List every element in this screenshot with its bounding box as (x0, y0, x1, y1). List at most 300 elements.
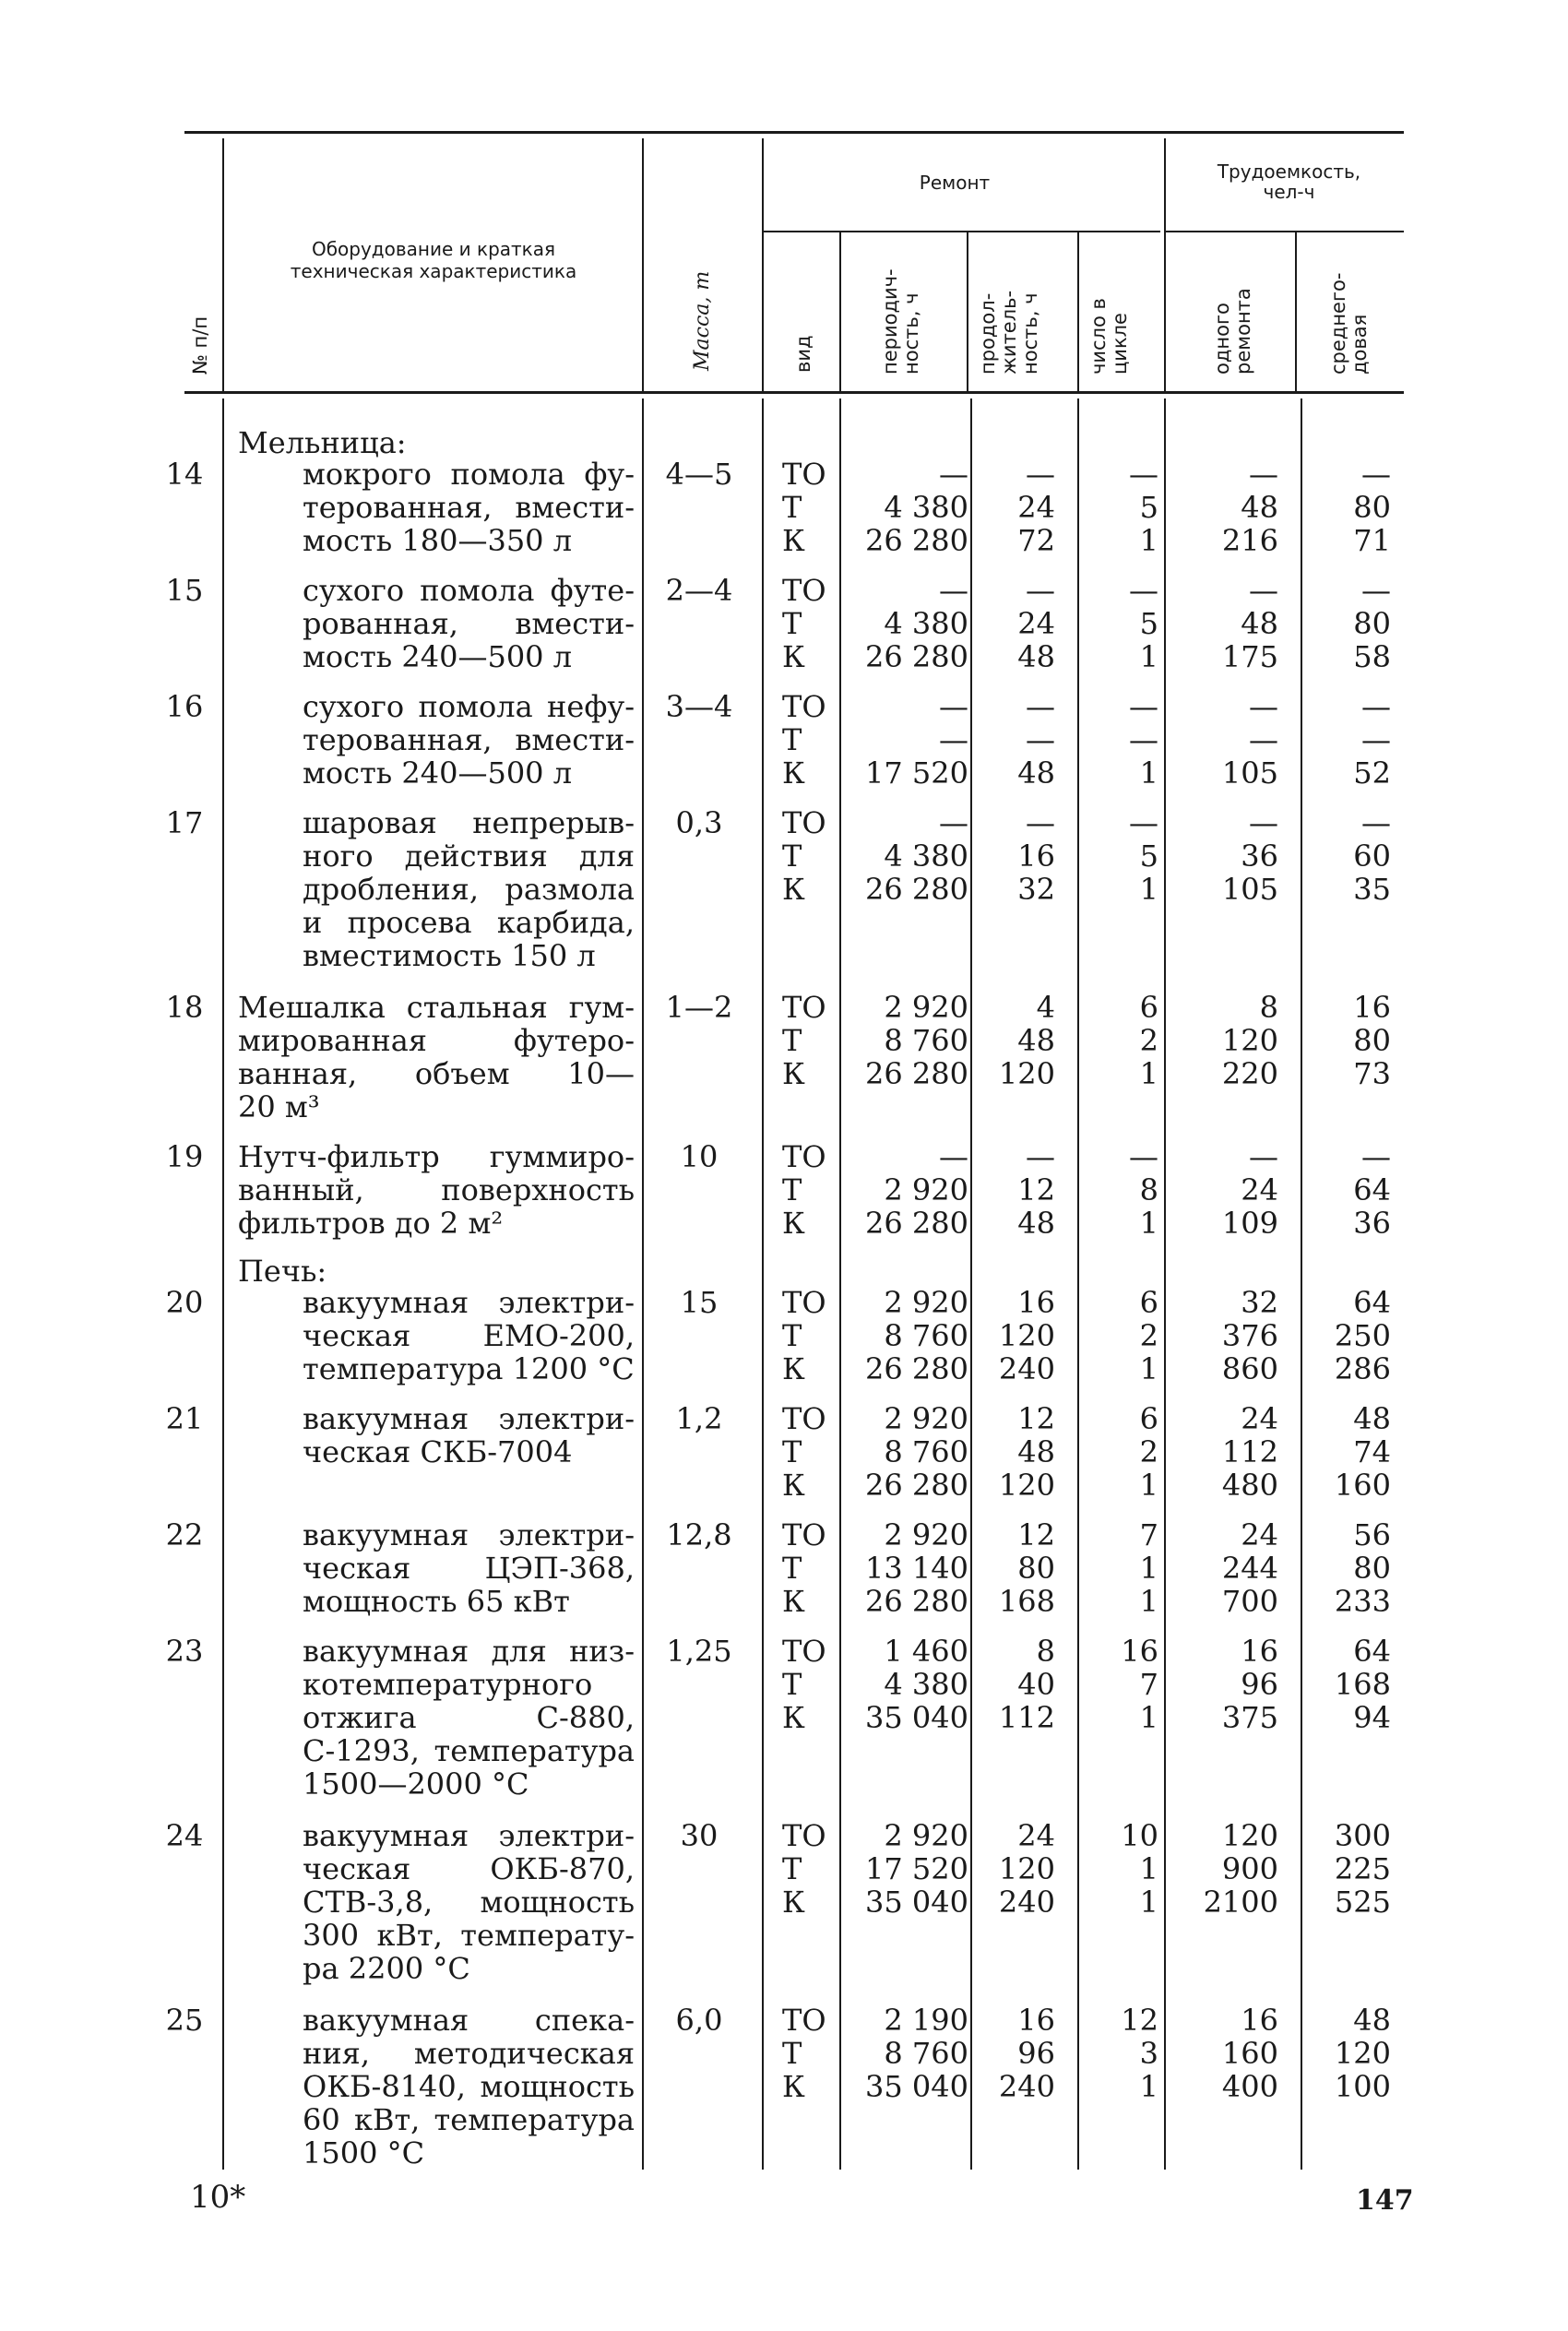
equipment-description-line: рованная, вмести- (303, 606, 635, 641)
header-kind: вид (792, 335, 814, 373)
labor-one-repair (1182, 1140, 1278, 1240)
labor-one-repair-line: 8 (1259, 990, 1278, 1025)
repair-kind-line: К (782, 1468, 805, 1503)
repair-periodicity (841, 1402, 968, 1502)
repair-periodicity-line: 35 040 (865, 1885, 968, 1920)
repair-kind-line: Т (782, 1172, 802, 1207)
equipment-description-line: ра 2200 °С (303, 1951, 470, 1986)
repair-periodicity-line: 26 280 (865, 872, 968, 907)
repair-periodicity-line: 26 280 (865, 1468, 968, 1503)
header-duration-line1: продол- (977, 292, 999, 375)
repairs-in-cycle-line: 7 (1139, 1517, 1158, 1552)
header-count-line1: число в (1087, 298, 1110, 375)
equipment-description-line: котемпературного (303, 1667, 593, 1702)
header-repair: Ремонт (919, 172, 991, 194)
repair-periodicity-line: 2 920 (884, 1517, 968, 1552)
equipment-description (303, 2004, 635, 2170)
labor-one-repair-line: 160 (1221, 2036, 1278, 2071)
labor-avg-annual-line: 58 (1353, 639, 1391, 674)
row-number: 14 (165, 457, 204, 492)
header-count (1088, 298, 1131, 375)
repair-duration-line: 240 (998, 1885, 1055, 1920)
body-rule-desc (642, 398, 644, 2170)
labor-one-repair (1182, 690, 1278, 790)
labor-one-repair-line: 109 (1221, 1206, 1278, 1241)
repair-periodicity (841, 574, 968, 673)
repair-duration-line: 16 (1017, 1285, 1055, 1320)
labor-one-repair (1182, 991, 1278, 1090)
labor-one-repair-line: — (1249, 1139, 1278, 1174)
repair-duration (980, 2004, 1055, 2103)
repair-duration-line: 32 (1017, 872, 1055, 907)
repair-periodicity-line: — (939, 689, 968, 724)
labor-one-repair (1182, 1819, 1278, 1919)
repair-duration (980, 1819, 1055, 1919)
repairs-in-cycle-line: 1 (1139, 1468, 1158, 1503)
repair-kind-line: Т (782, 838, 802, 874)
repair-duration-line: 4 (1036, 990, 1055, 1025)
labor-one-repair-line: 120 (1221, 1818, 1278, 1853)
repair-header-rule (764, 231, 1160, 232)
mass-value: 1,25 (666, 1634, 732, 1669)
repairs-in-cycle-line: 8 (1139, 1172, 1158, 1207)
mass-value: 15 (680, 1285, 719, 1320)
equipment-description-line: мокрого помола фу- (303, 457, 635, 492)
equipment-description (303, 1518, 635, 1618)
repair-periodicity-line: 2 920 (884, 1285, 968, 1320)
repair-kind-line: Т (782, 1667, 802, 1702)
equipment-description-line: СТВ-3,8, мощность (303, 1885, 635, 1920)
equipment-description-line: Нутч-фильтр гуммиро- (238, 1139, 635, 1174)
repairs-in-cycle-line: 1 (1139, 639, 1158, 674)
labor-avg-annual-line: 64 (1353, 1285, 1391, 1320)
repair-periodicity-line: 4 380 (884, 838, 968, 874)
repair-kind-line: Т (782, 490, 802, 525)
repairs-in-cycle-line: 5 (1139, 606, 1158, 641)
repairs-in-cycle (1090, 991, 1158, 1090)
labor-avg-annual-line: — (1361, 1139, 1391, 1174)
mass-value: 2—4 (665, 573, 733, 608)
repair-kind-line: ТО (782, 1634, 826, 1669)
repairs-in-cycle-line: 2 (1139, 1434, 1158, 1469)
labor-one-repair-line: 2100 (1203, 1885, 1278, 1920)
header-avg-line1: среднего- (1327, 272, 1349, 375)
repairs-in-cycle-line: — (1129, 1139, 1158, 1174)
equipment-description-line: отжига С-880, (303, 1700, 635, 1735)
repair-periodicity-line: 2 920 (884, 1818, 968, 1853)
labor-avg-annual-line: 64 (1353, 1172, 1391, 1207)
repair-periodicity-line: 8 760 (884, 1318, 968, 1353)
repair-duration (980, 690, 1055, 790)
repairs-in-cycle-line: 7 (1139, 1667, 1158, 1702)
repair-duration (980, 806, 1055, 906)
repair-periodicity-line: 2 190 (884, 2003, 968, 2038)
repair-periodicity (841, 1635, 968, 1734)
repair-kind-line: ТО (782, 1517, 826, 1552)
row-number: 25 (165, 2003, 204, 2038)
repair-duration-line: 48 (1017, 1023, 1055, 1058)
repair-periodicity (841, 1819, 968, 1919)
equipment-description (303, 1635, 635, 1801)
repair-periodicity-line: 17 520 (865, 755, 968, 791)
repair-periodicity-line: 26 280 (865, 1206, 968, 1241)
equipment-description-line: ния, методическая (303, 2036, 635, 2071)
repair-kind-line: К (782, 523, 805, 558)
repair-kind-line: ТО (782, 990, 826, 1025)
equipment-description-line: ОКБ-8140, мощность (303, 2069, 635, 2104)
repair-periodicity-line: 2 920 (884, 1172, 968, 1207)
repair-periodicity (841, 806, 968, 906)
labor-avg-annual-line: 286 (1334, 1351, 1391, 1386)
labor-avg-annual-line: 80 (1353, 1551, 1391, 1586)
repairs-in-cycle-line: 10 (1121, 1818, 1158, 1853)
labor-one-repair (1182, 574, 1278, 673)
equipment-description-line: ческая СКБ-7004 (303, 1434, 573, 1469)
repair-duration (980, 1518, 1055, 1618)
repairs-in-cycle-line: 1 (1139, 1351, 1158, 1386)
labor-avg-annual-line: 120 (1334, 2036, 1391, 2071)
repair-duration-line: 24 (1017, 606, 1055, 641)
equipment-description-line: сухого помола футе- (303, 573, 635, 608)
repairs-in-cycle-line: 1 (1139, 1551, 1158, 1586)
group-label-furnace: Печь: (238, 1254, 327, 1289)
equipment-description (303, 806, 635, 972)
labor-one-repair-line: 105 (1221, 872, 1278, 907)
repairs-in-cycle (1090, 690, 1158, 790)
repairs-in-cycle-line: 1 (1139, 1584, 1158, 1619)
repairs-in-cycle-line: — (1129, 457, 1158, 492)
repair-periodicity-line: 4 380 (884, 490, 968, 525)
repairs-in-cycle-line: 6 (1139, 1285, 1158, 1320)
row-number: 17 (165, 805, 204, 840)
labor-one-repair (1182, 1518, 1278, 1618)
labor-one-repair (1182, 1635, 1278, 1734)
repair-periodicity-line: — (939, 457, 968, 492)
equipment-description (303, 458, 635, 557)
labor-avg-annual-line: 80 (1353, 1023, 1391, 1058)
equipment-description-line: 20 м³ (238, 1089, 320, 1124)
labor-one-repair-line: 220 (1221, 1056, 1278, 1091)
equipment-description-line: мированная футеро- (238, 1023, 635, 1058)
labor-avg-annual-line: 64 (1353, 1634, 1391, 1669)
labor-one-repair-line: 216 (1221, 523, 1278, 558)
repair-duration-line: — (1026, 1139, 1055, 1174)
repair-duration-line: — (1026, 805, 1055, 840)
labor-one-repair-line: — (1249, 457, 1278, 492)
labor-one-repair-line: — (1249, 805, 1278, 840)
repair-duration-line: 80 (1017, 1551, 1055, 1586)
col-rule-desc (642, 138, 644, 391)
repair-kind-line: ТО (782, 1285, 826, 1320)
equipment-description-line: вакуумная электри- (303, 1818, 635, 1853)
repair-periodicity-line: 35 040 (865, 2069, 968, 2104)
equipment-description-line: шаровая непрерыв- (303, 805, 635, 840)
repair-duration-line: — (1026, 722, 1055, 757)
equipment-description-line: ного действия для (303, 838, 635, 874)
equipment-description-line: терованная, вмести- (303, 722, 635, 757)
equipment-description (303, 1286, 635, 1386)
equipment-description-line: вакуумная для низ- (303, 1634, 635, 1669)
repair-kind-line: ТО (782, 1401, 826, 1436)
equipment-description (303, 574, 635, 673)
header-duration (978, 291, 1041, 375)
repair-duration-line: 112 (998, 1700, 1055, 1735)
labor-one-repair-line: 36 (1241, 838, 1278, 874)
repair-kind-line: К (782, 872, 805, 907)
header-bottom-rule (184, 391, 1404, 394)
labor-avg-annual-line: 100 (1334, 2069, 1391, 2104)
repair-periodicity-line: 4 380 (884, 1667, 968, 1702)
mass-value: 4—5 (665, 457, 733, 492)
labor-one-repair-line: 96 (1241, 1667, 1278, 1702)
header-duration-line3: ность, ч (1019, 292, 1041, 375)
repair-duration-line: 12 (1017, 1517, 1055, 1552)
repair-kind-line: Т (782, 1023, 802, 1058)
labor-avg-annual-line: 74 (1353, 1434, 1391, 1469)
repairs-in-cycle-line: 5 (1139, 838, 1158, 874)
repairs-in-cycle (1090, 1635, 1158, 1734)
equipment-description-line: вакуумная электри- (303, 1285, 635, 1320)
mass-value: 1,2 (675, 1401, 723, 1436)
repair-periodicity-line: — (939, 722, 968, 757)
header-one-line2: ремонта (1232, 288, 1254, 375)
repair-periodicity-line: 8 760 (884, 1434, 968, 1469)
labor-one-repair-line: 175 (1221, 639, 1278, 674)
repair-periodicity-line: 26 280 (865, 523, 968, 558)
repairs-in-cycle-line: — (1129, 722, 1158, 757)
equipment-description-line: ческая ЦЭП-368, (303, 1551, 635, 1586)
equipment-description (303, 1819, 635, 1985)
labor-avg-annual (1302, 1635, 1391, 1734)
row-number: 18 (165, 990, 204, 1025)
repair-kind-line: К (782, 1206, 805, 1241)
repair-kind-line: К (782, 639, 805, 674)
body-rule-cnt (1164, 398, 1166, 2170)
labor-avg-annual-line: 16 (1353, 990, 1391, 1025)
labor-one-repair-line: 48 (1241, 606, 1278, 641)
labor-avg-annual-line: 60 (1353, 838, 1391, 874)
repair-duration-line: — (1026, 457, 1055, 492)
equipment-description (238, 1140, 635, 1240)
repair-duration-line: — (1026, 573, 1055, 608)
labor-avg-annual (1302, 991, 1391, 1090)
labor-avg-annual (1302, 1140, 1391, 1240)
equipment-description-line: мость 240—500 л (303, 639, 573, 674)
labor-one-repair (1182, 1402, 1278, 1502)
header-labor (1176, 161, 1402, 201)
labor-avg-annual-line: — (1361, 805, 1391, 840)
repairs-in-cycle-line: 1 (1139, 523, 1158, 558)
repair-kind-line: К (782, 1056, 805, 1091)
labor-one-repair-line: 112 (1221, 1434, 1278, 1469)
col-rule-kind (839, 232, 841, 391)
labor-avg-annual-line: 160 (1334, 1468, 1391, 1503)
equipment-description-line: дробления, размола (303, 872, 635, 907)
header-num: № п/п (189, 315, 211, 375)
equipment-description-line: терованная, вмести- (303, 490, 635, 525)
labor-avg-annual-line: 80 (1353, 606, 1391, 641)
repair-kind-line: ТО (782, 805, 826, 840)
labor-avg-annual (1302, 1518, 1391, 1618)
labor-one-repair-line: 375 (1221, 1700, 1278, 1735)
repairs-in-cycle-line: 6 (1139, 990, 1158, 1025)
header-labor-line2: чел-ч (1263, 181, 1315, 203)
repairs-in-cycle (1090, 1518, 1158, 1618)
repair-periodicity (841, 1140, 968, 1240)
row-number: 19 (165, 1139, 204, 1174)
equipment-description-line: мость 240—500 л (303, 755, 573, 791)
repairs-in-cycle (1090, 1402, 1158, 1502)
repair-kind-line: Т (782, 2036, 802, 2071)
header-periodicity-line1: периодич- (879, 268, 901, 375)
repair-kind-line: Т (782, 1318, 802, 1353)
repair-periodicity (841, 2004, 968, 2103)
header-avg-line2: довая (1348, 314, 1371, 375)
header-periodicity (880, 268, 922, 375)
equipment-description-line: Мешалка стальная гум- (238, 990, 635, 1025)
header-avg-annual (1328, 273, 1371, 375)
col-rule-dur (1077, 232, 1079, 391)
equipment-description-line: и просева карбида, (303, 905, 635, 940)
repair-duration-line: 24 (1017, 490, 1055, 525)
repair-periodicity-line: 1 460 (884, 1634, 968, 1669)
repair-periodicity (841, 690, 968, 790)
repair-duration-line: 168 (998, 1584, 1055, 1619)
labor-one-repair-line: — (1249, 722, 1278, 757)
repair-duration-line: 12 (1017, 1172, 1055, 1207)
repair-duration (980, 1635, 1055, 1734)
equipment-description-line: мощность 65 кВт (303, 1584, 570, 1619)
repair-periodicity (841, 991, 968, 1090)
repair-periodicity-line: 13 140 (865, 1551, 968, 1586)
labor-avg-annual (1302, 458, 1391, 557)
col-rule-one (1295, 232, 1297, 391)
table-top-rule (184, 131, 1404, 134)
labor-one-repair (1182, 806, 1278, 906)
repair-duration-line: — (1026, 689, 1055, 724)
labor-one-repair-line: 376 (1221, 1318, 1278, 1353)
equipment-description-line: ческая ЕМО-200, (303, 1318, 635, 1353)
labor-avg-annual-line: 300 (1334, 1818, 1391, 1853)
equipment-description-line: 1500—2000 °С (303, 1766, 529, 1802)
header-one-line1: одного (1211, 303, 1233, 375)
mass-value: 6,0 (675, 2003, 723, 2038)
repair-duration-line: 16 (1017, 838, 1055, 874)
repairs-in-cycle (1090, 2004, 1158, 2103)
repair-periodicity-line: — (939, 1139, 968, 1174)
labor-one-repair-line: 16 (1241, 2003, 1278, 2038)
header-one-repair (1212, 288, 1254, 375)
repair-duration-line: 240 (998, 2069, 1055, 2104)
repairs-in-cycle (1090, 1140, 1158, 1240)
repair-periodicity-line: 8 760 (884, 1023, 968, 1058)
equipment-description-line: вакуумная электри- (303, 1517, 635, 1552)
labor-avg-annual (1302, 2004, 1391, 2103)
repairs-in-cycle-line: — (1129, 573, 1158, 608)
equipment-description-line: 300 кВт, температу- (303, 1918, 635, 1953)
labor-one-repair-line: 900 (1221, 1851, 1278, 1886)
repair-kind-line: К (782, 755, 805, 791)
equipment-description (303, 690, 635, 790)
equipment-description-line: вместимость 150 л (303, 938, 596, 973)
equipment-description (238, 991, 635, 1124)
equipment-description-line: мость 180—350 л (303, 523, 573, 558)
body-rule-mass (762, 398, 764, 2170)
labor-avg-annual-line: 52 (1353, 755, 1391, 791)
mass-value: 1—2 (665, 990, 733, 1025)
col-rule-per (967, 232, 968, 391)
repairs-in-cycle-line: 1 (1139, 872, 1158, 907)
labor-one-repair-line: 48 (1241, 490, 1278, 525)
labor-avg-annual (1302, 806, 1391, 906)
repairs-in-cycle-line: 1 (1139, 1206, 1158, 1241)
repair-duration (980, 1286, 1055, 1386)
repair-kind-line: Т (782, 1851, 802, 1886)
mass-value: 3—4 (665, 689, 733, 724)
col-rule-num (222, 138, 224, 391)
repair-kind-line: Т (782, 606, 802, 641)
col-rule-mass (762, 138, 764, 391)
labor-avg-annual-line: — (1361, 722, 1391, 757)
repair-periodicity (841, 1518, 968, 1618)
repair-periodicity (841, 458, 968, 557)
mass-value: 12,8 (666, 1517, 732, 1552)
repair-duration-line: 120 (998, 1851, 1055, 1886)
repair-duration-line: 48 (1017, 1434, 1055, 1469)
repair-duration-line: 12 (1017, 1401, 1055, 1436)
labor-avg-annual-line: 71 (1353, 523, 1391, 558)
equipment-description-line: сухого помола нефу- (303, 689, 635, 724)
equipment-description-line: 1500 °С (303, 2135, 425, 2170)
mass-value: 10 (680, 1139, 719, 1174)
repairs-in-cycle (1090, 574, 1158, 673)
labor-avg-annual-line: 233 (1334, 1584, 1391, 1619)
repair-duration-line: 48 (1017, 639, 1055, 674)
repair-kind-line: ТО (782, 573, 826, 608)
equipment-description-line: температура 1200 °С (303, 1351, 635, 1386)
repair-duration-line: 120 (998, 1318, 1055, 1353)
repairs-in-cycle (1090, 1286, 1158, 1386)
repair-periodicity-line: 2 920 (884, 1401, 968, 1436)
repair-periodicity-line: 17 520 (865, 1851, 968, 1886)
header-mass: Масса, т (691, 270, 714, 371)
repairs-in-cycle-line: 1 (1139, 1851, 1158, 1886)
labor-one-repair-line: 120 (1221, 1023, 1278, 1058)
repair-duration (980, 458, 1055, 557)
equipment-description-line: С-1293, температура (303, 1733, 635, 1768)
labor-one-repair-line: 16 (1241, 1634, 1278, 1669)
repair-duration-line: 16 (1017, 2003, 1055, 2038)
labor-avg-annual (1302, 1402, 1391, 1502)
repair-duration (980, 1140, 1055, 1240)
header-equipment (240, 238, 627, 282)
repair-periodicity-line: 2 920 (884, 990, 968, 1025)
equipment-description-line: 60 кВт, температура (303, 2102, 635, 2137)
repair-periodicity-line: 26 280 (865, 1351, 968, 1386)
body-rule-per (970, 398, 972, 2170)
repair-kind-line: ТО (782, 1818, 826, 1853)
labor-avg-annual (1302, 574, 1391, 673)
repair-duration-line: 40 (1017, 1667, 1055, 1702)
labor-one-repair-line: 860 (1221, 1351, 1278, 1386)
labor-avg-annual-line: 35 (1353, 872, 1391, 907)
page-number: 147 (1356, 2184, 1414, 2217)
labor-one-repair-line: 700 (1221, 1584, 1278, 1619)
repair-duration-line: 8 (1036, 1634, 1055, 1669)
equipment-description-line: ческая ОКБ-870, (303, 1851, 635, 1886)
repair-duration (980, 574, 1055, 673)
repair-kind-line: К (782, 1700, 805, 1735)
